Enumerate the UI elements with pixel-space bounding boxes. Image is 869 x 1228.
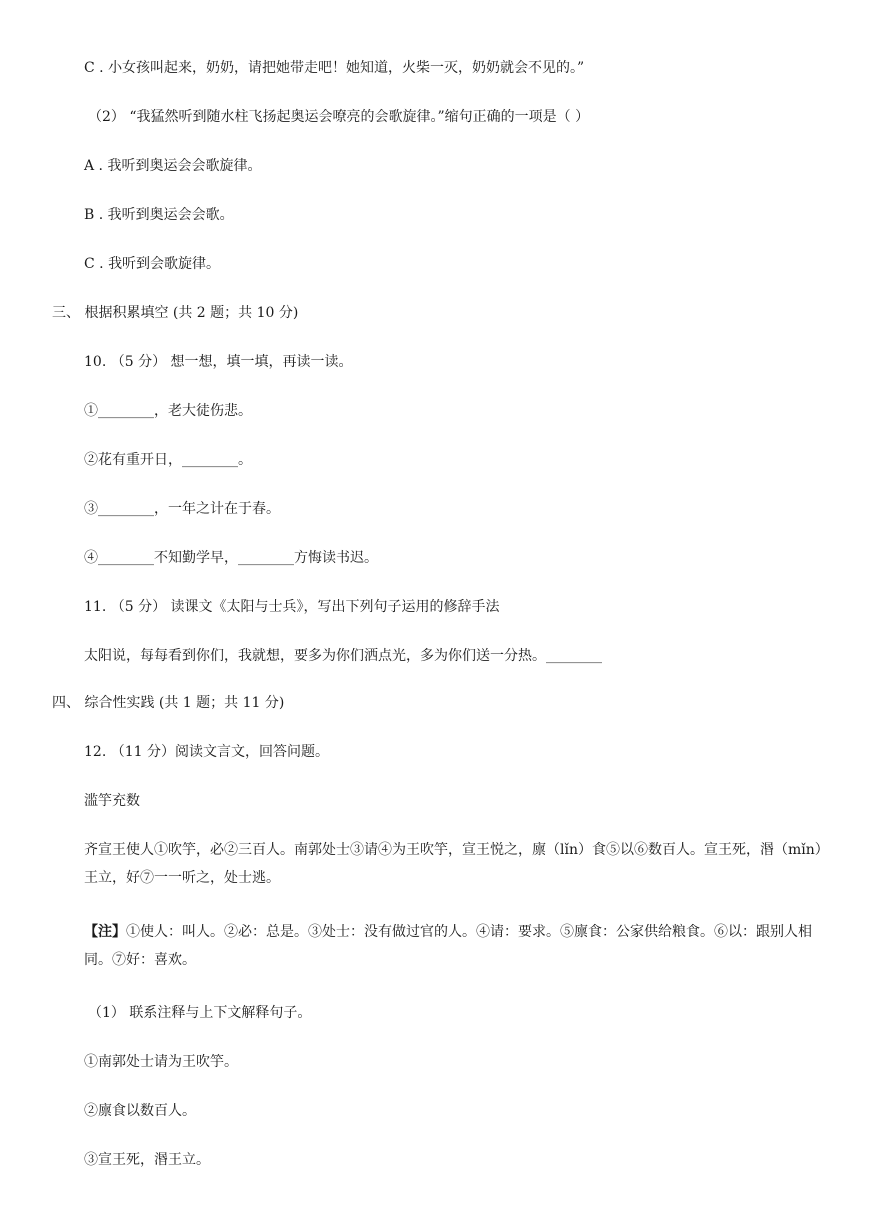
passage-body: 齐宣王使人①吹竽，必②三百人。南郭处士③请④为王吹竽，宣王悦之，廪（lǐn）食⑤以⑥数百人。宣王死，湣（mǐn）王立，好⑦一一听之，处士逃。 (84, 842, 822, 886)
sentence-3: ③宣王死，湣王立。 (84, 1152, 210, 1168)
question-10: 10. （5 分） 想一想，填一填，再读一读。 (84, 354, 353, 370)
fill-blank-1: ①________，老大徒伤悲。 (84, 403, 252, 419)
section-heading-4: 四、 综合性实践 (共 1 题；共 11 分) (52, 695, 285, 711)
option-a: A . 我听到奥运会会歌旋律。 (84, 158, 262, 174)
fill-blank-4: ④________不知勤学早，________方悔读书迟。 (84, 550, 378, 566)
sentence-2: ②廪食以数百人。 (84, 1103, 196, 1119)
option-c: C . 我听到会歌旋律。 (84, 256, 221, 272)
option-b: B . 我听到奥运会会歌。 (84, 207, 234, 223)
notes-tag: 【注】 (84, 924, 126, 940)
fill-blank-3: ③________，一年之计在于春。 (84, 501, 280, 517)
question-11: 11. （5 分） 读课文《太阳与士兵》，写出下列句子运用的修辞手法 (84, 599, 500, 615)
notes-text: ①使人：叫人。②必：总是。③处士：没有做过官的人。④请：要求。⑤廪食：公家供给粮食。⑥以：跟别人相同。⑦好：喜欢。 (84, 924, 812, 968)
option-c-previous: C . 小女孩叫起来，奶奶，请把她带走吧！她知道，火柴一灭，奶奶就会不见的。” (84, 60, 585, 76)
question-12-sub-1: （1） 联系注释与上下文解释句子。 (88, 1005, 312, 1021)
passage-title: 滥竽充数 (84, 793, 140, 809)
fill-blank-2: ②花有重开日，________。 (84, 452, 252, 468)
question-sub-2: （2） “我猛然听到随水柱飞扬起奥运会嘹亮的会歌旋律。”缩句正确的一项是（ ） (88, 109, 590, 125)
question-12: 12. （11 分）阅读文言文，回答问题。 (84, 744, 329, 760)
question-11-sentence: 太阳说，每每看到你们，我就想，要多为你们洒点光，多为你们送一分热。________ (84, 648, 602, 664)
section-heading-3: 三、 根据积累填空 (共 2 题；共 10 分) (52, 305, 299, 321)
passage-notes (84, 918, 824, 974)
sentence-1: ①南郭处士请为王吹竽。 (84, 1054, 238, 1070)
